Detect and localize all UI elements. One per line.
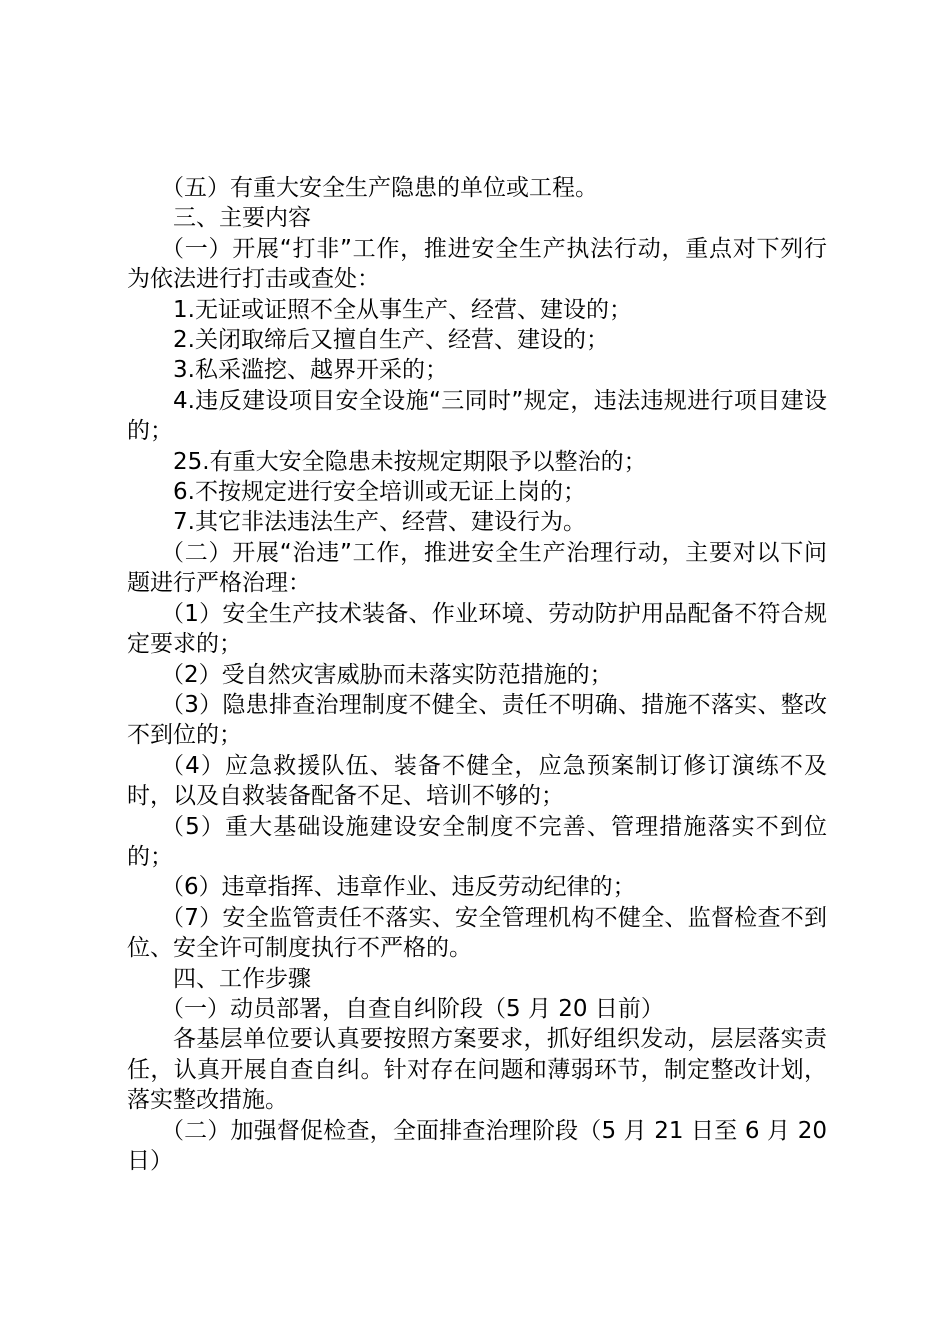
paragraph: （一）动员部署，自查自纠阶段（5 月 20 日前） [161,995,664,1022]
paragraph: （二）加强督促检查，全面排查治理阶段（5 月 21 日至 6 月 20 日） [127,1117,827,1174]
list-item: 25.有重大安全隐患未按规定期限予以整治的； [173,448,647,475]
paragraph: （五）有重大安全生产隐患的单位或工程。 [161,175,598,201]
paragraph: （一）开展“打非”工作，推进安全生产执法行动，重点对下列行为依法进行打击或查处： [127,235,827,293]
list-item: 3.私采滥挖、越界开采的； [173,357,448,384]
paragraph: 各基层单位要认真要按照方案要求，抓好组织发动，层层落实责任，认真开展自查自纠。针对存在问题和薄弱环节，制定整改计划，落实整改措施。 [127,1026,827,1114]
list-item: （5）重大基础设施建设安全制度不完善、管理措施落实不到位的； [127,813,827,870]
list-item: （6）违章指挥、违章作业、违反劳动纪律的； [161,874,636,901]
section-heading: 四、工作步骤 [173,965,311,992]
list-item: 1.无证或证照不全从事生产、经营、建设的； [173,296,632,323]
list-item: （7）安全监管责任不落实、安全管理机构不健全、监督检查不到位、安全许可制度执行不严格的。 [127,904,827,962]
document-body [127,173,827,1176]
list-item: （2）受自然灾害威胁而未落实防范措施的； [161,661,613,688]
section-heading: 三、主要内容 [173,205,311,232]
list-item: 4.违反建设项目安全设施“三同时”规定，违法违规进行项目建设的； [127,387,827,445]
list-item: 6.不按规定进行安全培训或无证上岗的； [173,479,586,506]
list-item: 2.关闭取缔后又擅自生产、经营、建设的； [173,327,609,354]
list-item: （3）隐患排查治理制度不健全、责任不明确、措施不落实、整改不到位的； [127,691,827,749]
list-item: 7.其它非法违法生产、经营、建设行为。 [173,509,586,536]
list-item: （1）安全生产技术装备、作业环境、劳动防护用品配备不符合规定要求的； [127,600,827,658]
paragraph: （二）开展“治违”工作，推进安全生产治理行动，主要对以下问题进行严格治理： [127,539,827,597]
list-item: （4）应急救援队伍、装备不健全，应急预案制订修订演练不及时，以及自救装备配备不足、培训不够的； [127,752,827,810]
